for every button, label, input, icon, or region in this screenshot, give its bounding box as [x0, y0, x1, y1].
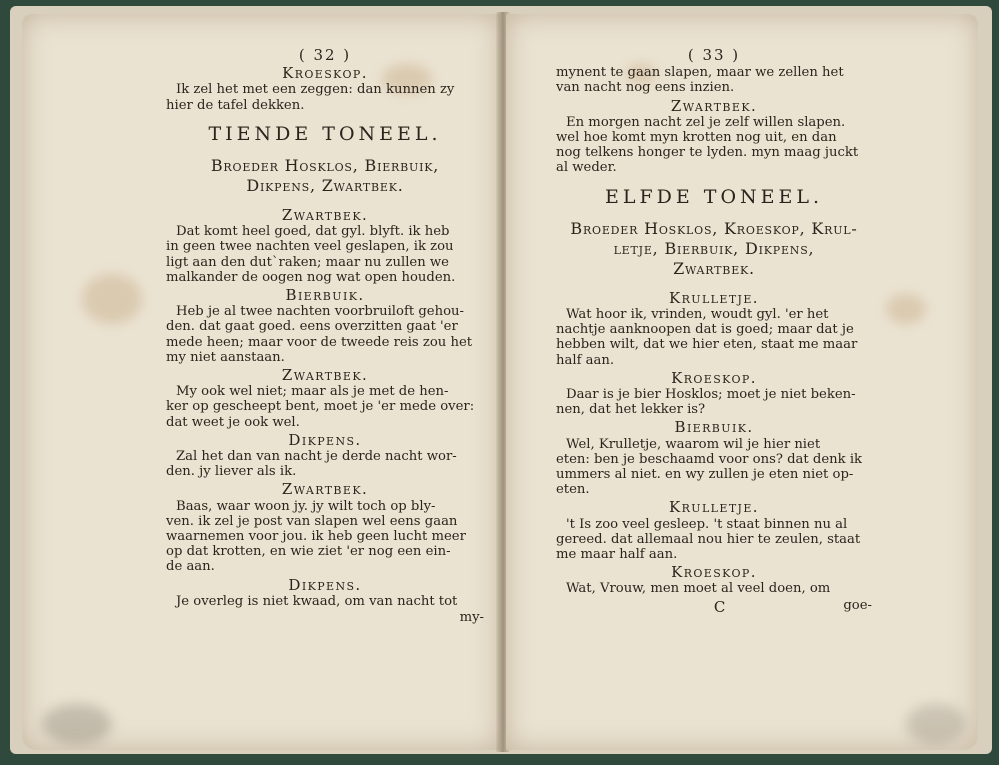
- speaker-name: Bierbuik.: [285, 286, 365, 305]
- text-line: Ik zel het met een zeggen: dan kunnen zy: [176, 82, 455, 98]
- text-line: En morgen nacht zel je zelf willen slapen.: [566, 114, 846, 130]
- text-line: ker op gescheept bent, moet je 'er mede over:: [166, 399, 475, 415]
- text-line: Wat hoor ik, vrinden, woudt gyl. 'er het: [566, 307, 829, 323]
- cast-line: Broeder Hosklos, Bierbuik,: [210, 156, 440, 176]
- text-line: eten.: [556, 482, 590, 498]
- speaker-name: Krulletje.: [669, 498, 759, 517]
- speaker-name: Zwartbek.: [670, 96, 758, 115]
- speaker-name: Kroeskop.: [282, 64, 368, 83]
- text-line: malkander de oogen nog wat open houden.: [166, 269, 456, 285]
- text-line: al weder.: [556, 160, 617, 176]
- dialogue-paragraph: [166, 304, 484, 365]
- text-line: Wat, Vrouw, men moet al veel doen, om: [566, 581, 831, 597]
- text-line: nachtje aanknoopen dat is goed; maar dat je: [556, 322, 854, 338]
- text-line: ven. ik zel je post van slapen wel eens gaan: [166, 513, 458, 529]
- text-line: Baas, waar woon jy. jy wilt toch op bly-: [176, 498, 436, 514]
- text-line: Je overleg is niet kwaad, om van nacht tot: [176, 593, 458, 609]
- cast-list: [166, 156, 484, 196]
- dialogue-paragraph: [166, 82, 484, 112]
- cast-line: Broeder Hosklos, Kroeskop, Krul-: [570, 218, 858, 238]
- speaker-name: Kroeskop.: [671, 563, 757, 582]
- dialogue-paragraph: [166, 224, 484, 285]
- text-line: nen, dat het lekker is?: [556, 402, 706, 418]
- text-line: de aan.: [166, 559, 215, 575]
- text-line: van nacht nog eens inzien.: [556, 80, 735, 96]
- dialogue-paragraph: [166, 499, 484, 575]
- left-page: [22, 14, 500, 750]
- text-line: dat weet je ook wel.: [166, 414, 300, 430]
- right-page: [506, 14, 978, 750]
- text-line: mynent te gaan slapen, maar we zellen het: [556, 65, 844, 81]
- text-line: ligt aan den dut`raken; maar nu zullen we: [166, 254, 449, 270]
- page-number: ( 33 ): [687, 46, 741, 64]
- page-number: ( 32 ): [298, 46, 352, 64]
- text-line: Zal het dan van nacht je derde nacht wor-: [176, 449, 457, 465]
- dialogue-paragraph: [166, 449, 484, 479]
- scene-heading: TIENDE TONEEL.: [208, 122, 442, 145]
- text-line: My ook wel niet; maar als je met de hen-: [176, 384, 449, 400]
- text-line: den. jy liever als ik.: [166, 464, 297, 480]
- text-line: half aan.: [556, 352, 615, 368]
- text-line: Daar is je bier Hosklos; moet je niet beken-: [566, 387, 856, 403]
- text-line: den. dat gaat goed. eens overzitten gaat 'er: [166, 319, 458, 335]
- text-line: nog telkens honger te lyden. myn maag juckt: [556, 145, 859, 161]
- open-book: [10, 6, 992, 754]
- dialogue-paragraph: [556, 387, 872, 417]
- page-footer: [556, 598, 872, 615]
- cast-line: letje, Bierbuik, Dikpens,: [613, 238, 815, 258]
- text-line: eten: ben je beschaamd voor ons? dat denk ik: [556, 451, 863, 467]
- text-line: waarnemen voor jou. ik heb geen lucht meer: [166, 529, 466, 545]
- signature-mark: C: [713, 597, 726, 616]
- dialogue-paragraph: [556, 115, 872, 176]
- catchword: my-: [459, 610, 484, 626]
- speaker-name: Zwartbek.: [281, 206, 369, 225]
- text-line: in geen twee nachten veel geslapen, ik zou: [166, 239, 454, 255]
- speaker-name: Zwartbek.: [281, 480, 369, 499]
- text-line: wel hoe komt myn krotten nog uit, en dan: [556, 130, 837, 146]
- speaker-name: Bierbuik.: [674, 418, 754, 437]
- text-line: hier de tafel dekken.: [166, 97, 305, 113]
- dialogue-paragraph: [556, 65, 872, 95]
- text-line: ummers al niet. en wy zullen je eten niet op-: [556, 467, 854, 483]
- text-line: mede heen; maar voor de tweede reis zou het: [166, 334, 473, 350]
- text-line: 't Is zoo veel gesleep. 't staat binnen nu al: [566, 516, 848, 532]
- text-line: hebben wilt, dat we hier eten, staat me maar: [556, 337, 858, 353]
- text-line: me maar half aan.: [556, 547, 678, 563]
- dialogue-paragraph: [556, 517, 872, 563]
- catchword: goe-: [843, 597, 872, 613]
- speaker-name: Dikpens.: [288, 575, 362, 594]
- text-line: Dat komt heel goed, dat gyl. blyft. ik heb: [176, 224, 450, 240]
- text-line: op dat krotten, en wie ziet 'er nog een ein-: [166, 544, 451, 560]
- text-line: my niet aanstaan.: [166, 349, 285, 365]
- right-page-text: [556, 48, 872, 615]
- text-line: Wel, Krulletje, waarom wil je hier niet: [566, 436, 821, 452]
- text-line: gereed. dat allemaal nou hier te zeulen, staat: [556, 531, 861, 547]
- text-line: Heb je al twee nachten voorbruiloft gehou-: [176, 304, 464, 320]
- dialogue-paragraph: [556, 437, 872, 498]
- dialogue-paragraph: [166, 384, 484, 430]
- speaker-name: Kroeskop.: [671, 368, 757, 387]
- cast-line: Dikpens, Zwartbek.: [246, 176, 404, 196]
- cast-list: [556, 219, 872, 279]
- speaker-name: Dikpens.: [288, 430, 362, 449]
- dialogue-paragraph: [556, 307, 872, 368]
- dialogue-paragraph: [166, 594, 484, 609]
- dialogue-paragraph: [556, 581, 872, 596]
- speaker-name: Zwartbek.: [281, 366, 369, 385]
- cast-line: Zwartbek.: [673, 258, 755, 278]
- speaker-name: Krulletje.: [669, 288, 759, 307]
- scene-heading: ELFDE TONEEL.: [604, 185, 824, 208]
- left-page-text: [166, 48, 484, 625]
